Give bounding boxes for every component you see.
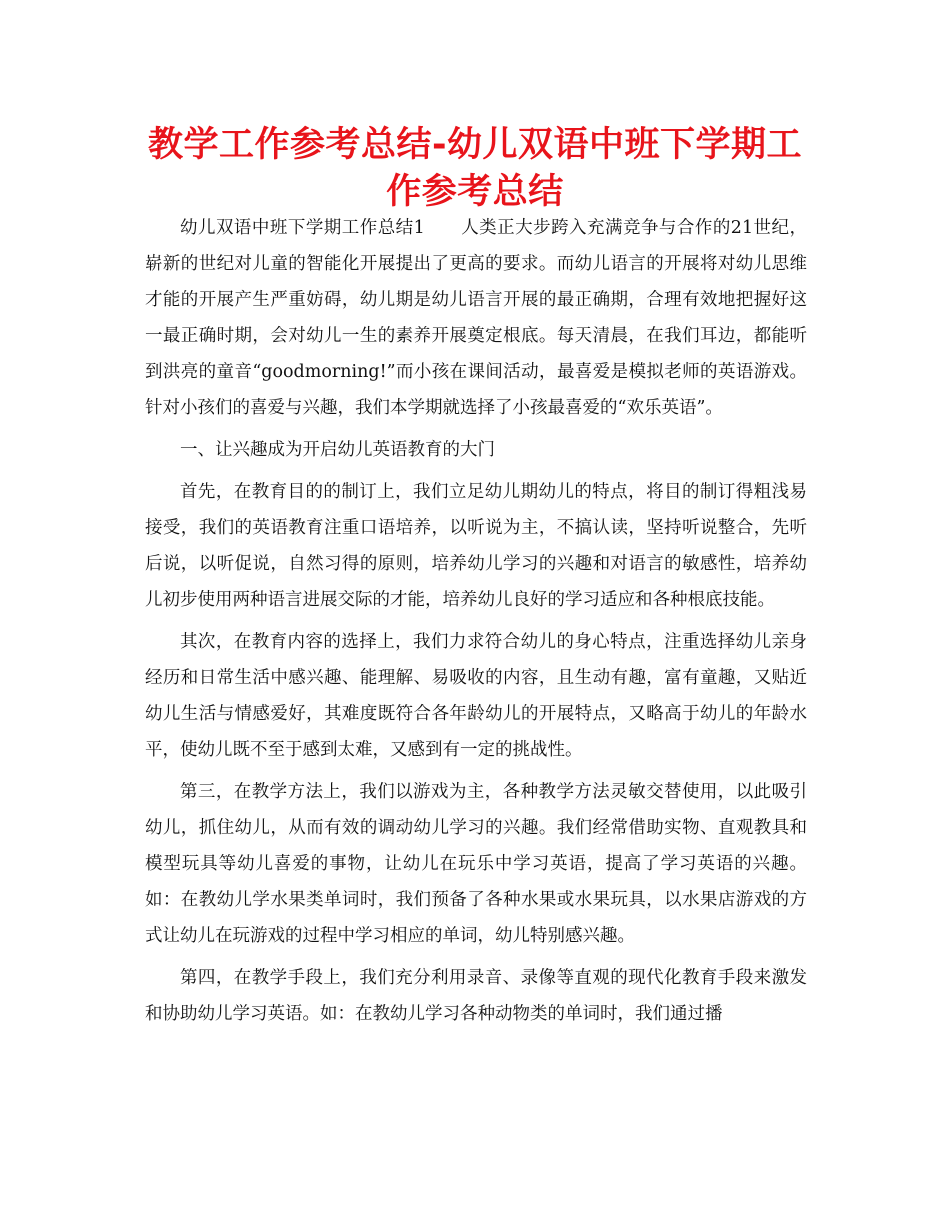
paragraph-fourth: 第四，在教学手段上，我们充分利用录音、录像等直观的现代化教育手段来激发和协助幼儿学习英语。如：在教幼儿学习各种动物类的单词时，我们通过播: [145, 968, 807, 1024]
section-heading: 一、让兴趣成为开启幼儿英语教育的大门: [180, 440, 495, 460]
paragraph-third: 第三，在教学方法上，我们以游戏为主，各种教学方法灵敏交替使用，以此吸引幼儿，抓住幼儿，从而有效的调动幼儿学习的兴趣。我们经常借助实物、直观教具和模型玩具等幼儿喜爱的事物，让幼儿在玩乐中学习英语，提高了学习英语的兴趣。如：在教幼儿学水果类单词时，我们预备了各种水果或水果玩具，以水果店游戏的方式让幼儿在玩游戏的过程中学习相应的单词，幼儿特别感兴趣。: [145, 782, 807, 946]
document-body: [145, 210, 807, 1032]
paragraph-first: 首先，在教育目的的制订上，我们立足幼儿期幼儿的特点，将目的制订得粗浅易接受，我们的英语教育注重口语培养，以听说为主，不搞认读，坚持听说整合，先听后说，以听促说，自然习得的原则，培养幼儿学习的兴趣和对语言的敏感性，培养幼儿初步使用两种语言进展交际的才能，培养幼儿良好的学习适应和各种根底技能。: [145, 482, 807, 610]
document-title: 教学工作参考总结-幼儿双语中班下学期工作参考总结: [147, 125, 803, 212]
paragraph-second: 其次，在教育内容的选择上，我们力求符合幼儿的身心特点，注重选择幼儿亲身经历和日常生活中感兴趣、能理解、易吸收的内容，且生动有趣，富有童趣，又贴近幼儿生活与情感爱好，其难度既符合各年龄幼儿的开展特点，又略高于幼儿的年龄水平，使幼儿既不至于感到太难，又感到有一定的挑战性。: [145, 632, 807, 760]
paragraph-intro: 幼儿双语中班下学期工作总结1 人类正大步跨入充满竞争与合作的21世纪，崭新的世纪对儿童的智能化开展提出了更高的要求。而幼儿语言的开展将对幼儿思维才能的开展产生严重妨碍，幼儿期是幼儿语言开展的最正确期，合理有效地把握好这一最正确时期，会对幼儿一生的素养开展奠定根底。每天清晨，在我们耳边，都能听到洪亮的童音“goodmorning!”而小孩在课间活动，最喜爱是模拟老师的英语游戏。针对小孩们的喜爱与兴趣，我们本学期就选择了小孩最喜爱的“欢乐英语”。: [145, 218, 807, 418]
